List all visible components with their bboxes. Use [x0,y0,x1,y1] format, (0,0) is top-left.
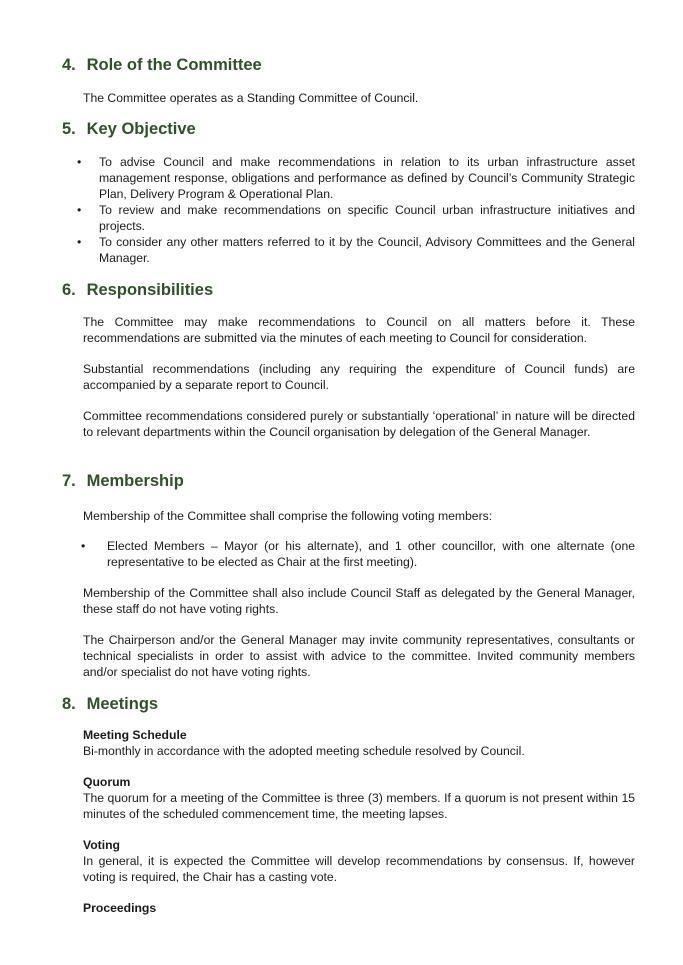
paragraph: Membership of the Committee shall also include Council Staff as delegated by the General Manager, these staff do not have voting rights. [83,586,635,616]
paragraph: Substantial recommendations (including any requiring the expenditure of Council funds) are accompanied by a separate report to Council. [83,362,635,392]
section-number: 5. [62,120,76,138]
section-heading-meetings [62,695,158,714]
section-heading-role [62,56,262,75]
paragraph: The Committee operates as a Standing Committee of Council. [83,91,419,105]
section-number: 8. [62,695,76,713]
paragraph: The Chairperson and/or the General Manager may invite community representatives, consultants or technical specialists in order to assist with advice to the committee. Invited community members and/or specialist do not have voting rights. [83,633,635,679]
section-title: Meetings [86,695,159,713]
paragraph: Bi-monthly in accordance with the adopted meeting schedule resolved by Council. [83,744,525,758]
paragraph: The quorum for a meeting of the Committee is three (3) members. If a quorum is not present within 15 minutes of the scheduled commencement time, the meeting lapses. [83,791,635,821]
list-item: • To consider any other matters referred to it by the Council, Advisory Committees and the General Manager. [70,234,635,266]
section-heading-membership [62,472,184,491]
section-title: Role of the Committee [86,56,262,74]
section-title: Key Objective [86,120,196,138]
section-number: 6. [62,281,76,299]
paragraph: Committee recommendations considered purely or substantially ‘operational’ in nature will be directed to relevant departments within the Council organisation by delegation of the General Manager. [83,409,635,439]
subheading-meeting-schedule: Meeting Schedule [83,728,187,742]
list-item: • To review and make recommendations on specific Council urban infrastructure initiatives and projects. [70,202,635,234]
subheading-quorum: Quorum [83,775,131,789]
list-item: • Elected Members – Mayor (or his alternate), and 1 other councillor, with one alternate (one representative to be elected as Chair at the first meeting). [70,538,635,570]
section-title: Responsibilities [86,281,214,299]
bullet-list [70,154,635,266]
section-title: Membership [86,472,184,490]
bullet-list [70,538,635,570]
list-item: • To advise Council and make recommendations in relation to its urban infrastructure asset management response, obligations and performance as defined by Council’s Community Strategic Plan, Delivery Program & Operational Plan. [70,154,635,202]
section-heading-responsibilities [62,281,213,300]
paragraph: In general, it is expected the Committee will develop recommendations by consensus. If, however voting is required, the Chair has a casting vote. [83,854,635,884]
subheading-proceedings: Proceedings [83,901,157,915]
subheading-voting: Voting [83,838,121,852]
section-number: 4. [62,56,76,74]
paragraph: Membership of the Committee shall comprise the following voting members: [83,509,493,523]
section-heading-key-objective [62,120,196,139]
paragraph: The Committee may make recommendations to Council on all matters before it. These recommendations are submitted via the minutes of each meeting to Council for consideration. [83,315,635,345]
section-number: 7. [62,472,76,490]
